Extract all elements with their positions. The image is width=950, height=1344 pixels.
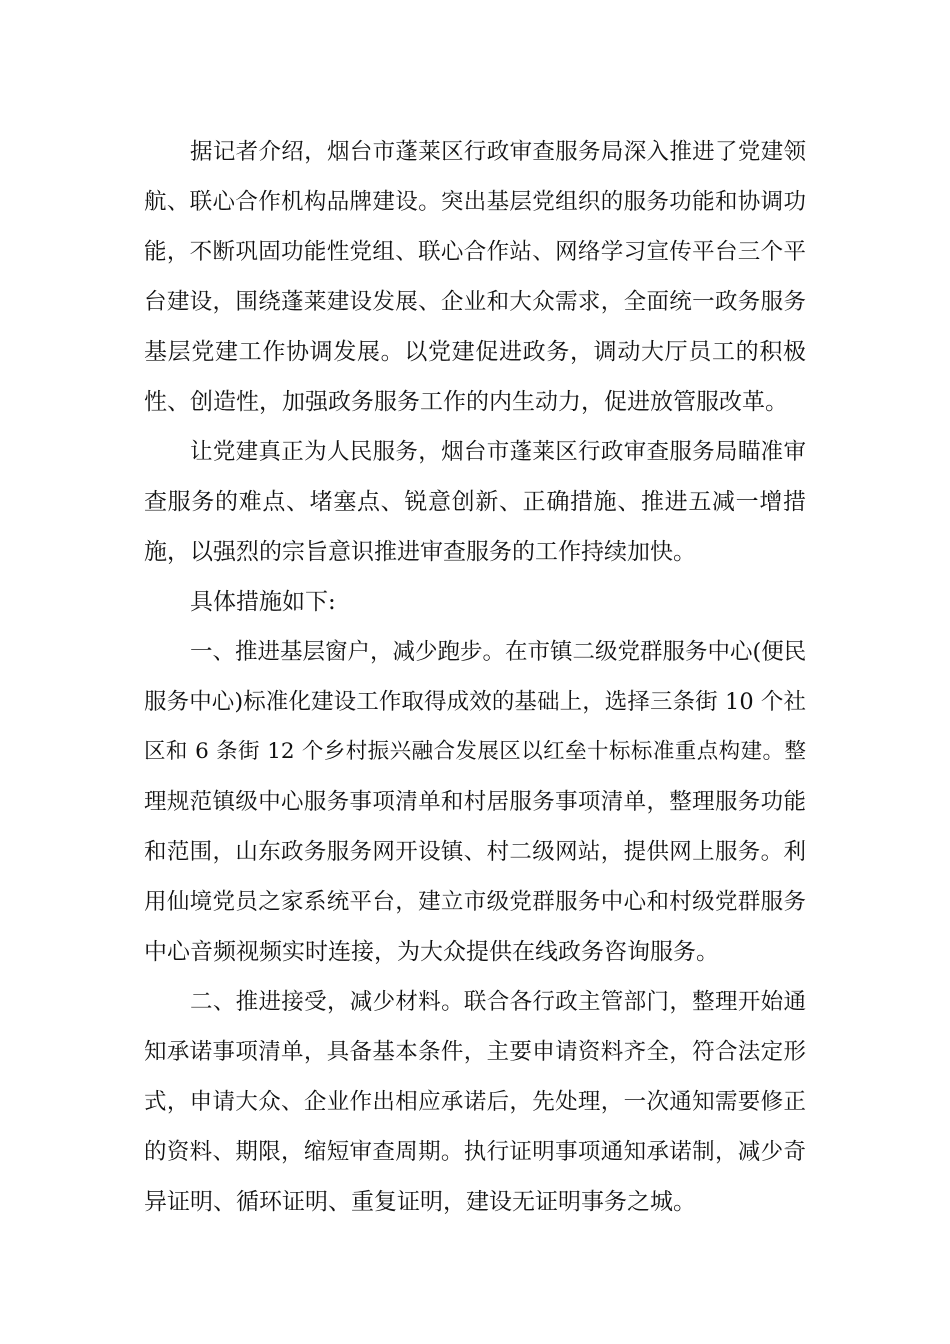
paragraph-2-line-1: 让党建真正为人民服务，烟台市蓬莱区行政审查服务局瞄准审 xyxy=(190,439,806,465)
paragraph-4-line-5: 和范围，山东政务服务网开设镇、村二级网站，提供网上服务。利 xyxy=(144,839,806,865)
paragraph-5-line-2: 知承诺事项清单，具备基本条件，主要申请资料齐全，符合法定形 xyxy=(144,1039,806,1065)
paragraph-1-line-5: 基层党建工作协调发展。以党建促进政务，调动大厅员工的积极 xyxy=(144,339,806,365)
paragraph-1-line-2: 航、联心合作机构品牌建设。突出基层党组织的服务功能和协调功 xyxy=(144,189,806,215)
paragraph-4-line-2: 服务中心)标准化建设工作取得成效的基础上，选择三条街 10 个社 xyxy=(144,689,806,715)
paragraph-4-line-1: 一、推进基层窗户，减少跑步。在市镇二级党群服务中心(便民 xyxy=(190,639,807,665)
paragraph-3-line-1: 具体措施如下: xyxy=(190,589,336,615)
paragraph-5-line-1: 二、推进接受，减少材料。联合各行政主管部门，整理开始通 xyxy=(190,989,806,1015)
paragraph-4-line-4: 理规范镇级中心服务事项清单和村居服务事项清单，整理服务功能 xyxy=(144,789,806,815)
paragraph-1-line-6: 性、创造性，加强政务服务工作的内生动力，促进放管服改革。 xyxy=(144,389,788,415)
paragraph-2-line-3: 施，以强烈的宗旨意识推进审查服务的工作持续加快。 xyxy=(144,539,696,565)
paragraph-2-line-2: 查服务的难点、堵塞点、锐意创新、正确措施、推进五减一增措 xyxy=(144,489,806,515)
paragraph-1-line-1: 据记者介绍，烟台市蓬莱区行政审查服务局深入推进了党建领 xyxy=(190,139,806,165)
paragraph-1-line-3: 能，不断巩固功能性党组、联心合作站、网络学习宣传平台三个平 xyxy=(144,239,806,265)
paragraph-4-line-6: 用仙境党员之家系统平台，建立市级党群服务中心和村级党群服务 xyxy=(144,889,806,915)
paragraph-5-line-3: 式，申请大众、企业作出相应承诺后，先处理，一次通知需要修正 xyxy=(144,1089,806,1115)
paragraph-5-line-5: 异证明、循环证明、重复证明，建设无证明事务之城。 xyxy=(144,1189,696,1215)
paragraph-4-line-7: 中心音频视频实时连接，为大众提供在线政务咨询服务。 xyxy=(144,939,719,965)
paragraph-4-line-3: 区和 6 条街 12 个乡村振兴融合发展区以红垒十标标准重点构建。整 xyxy=(144,739,806,764)
paragraph-1-line-4: 台建设，围绕蓬莱建设发展、企业和大众需求，全面统一政务服务 xyxy=(144,289,806,315)
paragraph-5-line-4: 的资料、期限，缩短审查周期。执行证明事项通知承诺制，减少奇 xyxy=(144,1139,806,1165)
